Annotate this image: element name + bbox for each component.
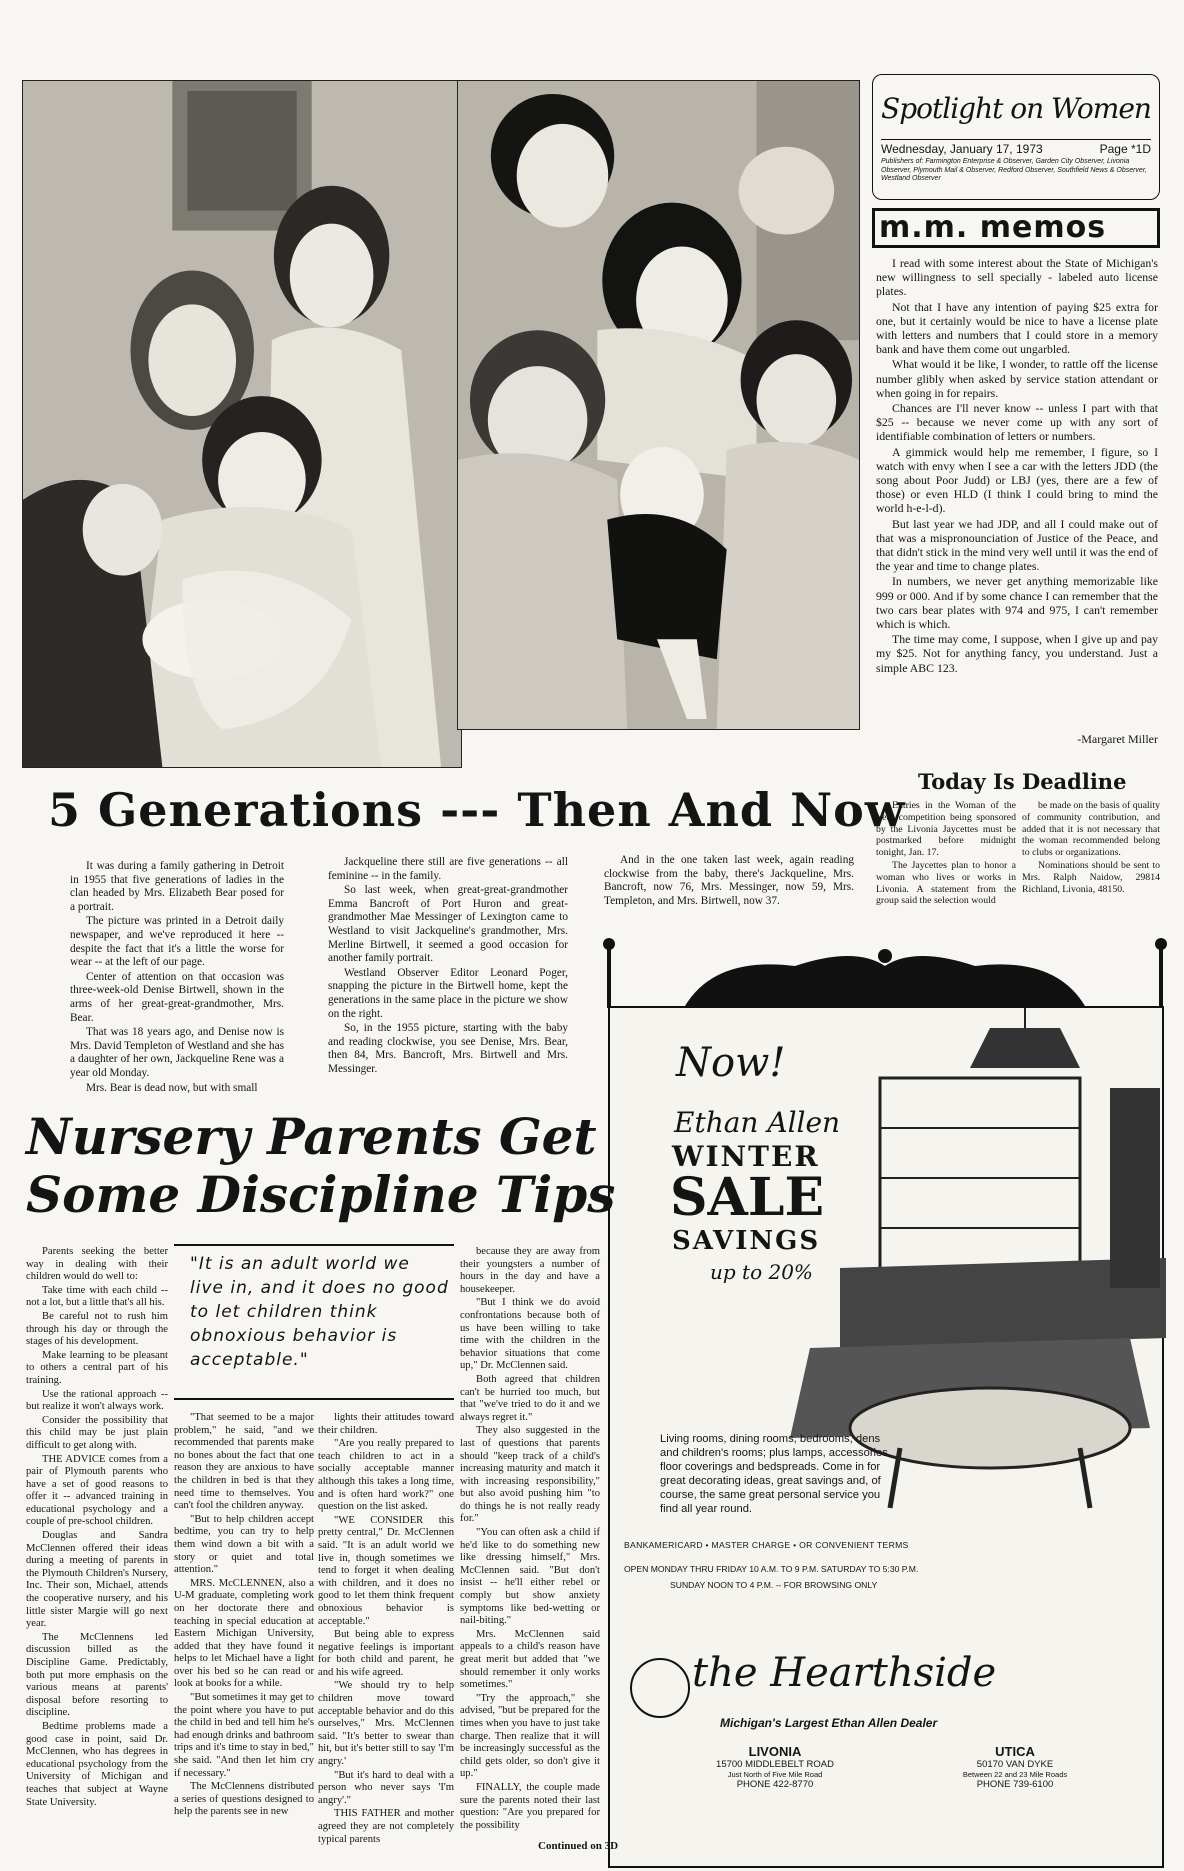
nursery-paragraph: Make learning to be pleasant to others a central part of his training.	[26, 1349, 168, 1386]
nursery-paragraph: Take time with each child -- not a lot, but a little that's all his.	[26, 1284, 168, 1309]
deadline-paragraph: Nominations should be sent to Mrs. Ralph Naidow, 29814 Richland, Livonia, 48150.	[1022, 859, 1160, 895]
memos-column	[876, 256, 1158, 736]
memos-paragraph: In numbers, we never get anything memorizable like 999 or 000. And if by some chance I can remember that the two cars bear plates with 974 and 975, I can't remember which is which.	[876, 574, 1158, 632]
photo-1955-generations	[22, 80, 462, 768]
nursery-paragraph: because they are away from their youngsters a number of hours in the day and have a housekeeper.	[460, 1246, 600, 1295]
ethan-allen-ad	[608, 1006, 1164, 1868]
nursery-paragraph: THIS FATHER and mother agreed they are not completely typical parents	[318, 1808, 454, 1845]
generations-paragraph: It was during a family gathering in Detroit in 1955 that five generations of ladies in the clan headed by Mrs. Elizabeth Bear posed for a portrait.	[70, 860, 284, 913]
memos-paragraph: A gimmick would help me remember, I figure, so I watch with envy when I see a car with the letters JDD (the song about Poor Judd) or LBJ (yes, there are a few of those) or even HLD (I think I could bring to mind the world h-e-l-d).	[876, 444, 1158, 516]
nursery-paragraph: Consider the possibility that this child may be just plain difficult to get along with.	[26, 1414, 168, 1451]
nursery-paragraph: The McClennens distributed a series of questions designed to help the parents see in new	[174, 1781, 314, 1818]
nursery-continued: Continued on 3D	[538, 1840, 619, 1852]
nursery-paragraph: "But sometimes it may get to the point where you have to put the child in bed and tell him he's had enough drinks and bathroom trips and it's time to stay in bed," she said. "And then let him cry if necessary."	[174, 1692, 314, 1779]
generations-paragraph: Westland Observer Editor Leonard Poger, snapping the picture in the Birtwell home, kept the generations in the same place in the picture we show on the right.	[328, 966, 568, 1020]
ad-upto: up to 20%	[710, 1260, 813, 1284]
ad-location-utica	[910, 1744, 1120, 1790]
memos-paragraph: The time may come, I suppose, when I give up and pay my $25. Not for anything fancy, you understand. Just a simple ABC 123.	[876, 632, 1158, 675]
generations-paragraph: The picture was printed in a Detroit daily newspaper, and we've reproduced it here -- despite the fact that it's a little the worse for wear -- at the left of our page.	[70, 915, 284, 969]
ad-sale: SALE	[670, 1167, 825, 1228]
photo-1973-generations	[457, 80, 860, 730]
nursery-paragraph: lights their attitudes toward their children.	[318, 1412, 454, 1436]
ad-now: Now!	[676, 1040, 786, 1086]
memos-byline: -Margaret Miller	[1077, 732, 1158, 746]
memos-title: m.m. memos	[879, 210, 1107, 245]
nursery-col-2	[174, 1412, 314, 1834]
generations-paragraph: Mrs. Bear is dead now, but with small	[86, 1081, 258, 1094]
deadline-paragraph: Entries in the Woman of the Year competition being sponsored by the Livonia Jaycettes must be postmarked before midnight tonight, Jan. 17.	[876, 800, 1016, 859]
nursery-paragraph: The McClennens led discussion billed as the Discipline Game. Predictably, both put more emphasis on the various means at parents' disposal before resorting to discipline.	[26, 1631, 168, 1719]
ad-loc1-name: LIVONIA	[748, 1744, 802, 1759]
deadline-title: Today Is Deadline	[918, 769, 1127, 794]
nursery-paragraph: "That seemed to be a major problem," he said, "and we recommended that parents make no bones about the fact that one reason they are anxious to have the children in bed is that they need time to themselves. You can't fool the children anyway.	[174, 1412, 314, 1512]
nursery-col-3	[318, 1412, 454, 1845]
nursery-paragraph: But being able to express negative feelings is important for both child and parent, he and his wife agreed.	[318, 1629, 454, 1678]
memos-paragraph: Not that I have any intention of paying $25 extra for one, but it certainly would be nice to have a license plate with letters and numbers that I could store in a memory bank and have them come out ungarbled.	[876, 299, 1158, 357]
memos-paragraph: What would it be like, I wonder, to rattle off the license number glibly when asked by service station attendant or when going in for repairs.	[876, 357, 1158, 400]
deadline-col-2	[1022, 800, 1160, 895]
generations-paragraph: So last week, when great-great-grandmother Emma Bancroft of Port Huron and great-grandmother Mae Messinger of Lexington came to Westland to visit Jackqueline's grandmother, Mrs. Merline Birtwell, it seemed a good occasion for another family portrait.	[328, 884, 568, 965]
nursery-paragraph: "But I think we do avoid confrontations because both of us have been willing to take time with the children in the behavior situations that come up," Dr. McClennen said.	[460, 1297, 600, 1372]
deadline-paragraph: The Jaycettes plan to honor a woman who lives or works in Livonia. A statement from the group said the selection would	[876, 859, 1016, 907]
nursery-paragraph: Bedtime problems made a good case in point, said Dr. McClennen, who has degrees in educational psychology from the University of Michigan and teaches that subject at Wayne State University.	[26, 1720, 168, 1808]
masthead-date: Wednesday, January 17, 1973	[881, 142, 1043, 156]
ad-location-livonia	[670, 1744, 880, 1790]
ad-loc2-phone: PHONE 739-6100	[976, 1779, 1054, 1790]
masthead-page: Page *1D	[1099, 142, 1151, 156]
nursery-paragraph: "Try the approach," she advised, "but be prepared for the times when you have to just take charge. Then realize that it will be increasingly successful as the child gets older, so don't give it up."	[460, 1692, 600, 1780]
nursery-paragraph: They also suggested in the last of questions that parents should "keep track of a child's increasing maturity and match it with increasing responsibility," but also avoid pushing him "to do things he is not really ready for."	[460, 1425, 600, 1525]
pullquote-rule	[174, 1244, 454, 1246]
ad-tagline: Michigan's Largest Ethan Allen Dealer	[720, 1716, 938, 1730]
nursery-paragraph: Use the rational approach -- but realize it won't always work.	[26, 1388, 168, 1413]
ad-loc2-addr: 50170 VAN DYKE	[976, 1759, 1054, 1770]
nursery-paragraph: Mrs. McClennen said appeals to a child's reason have great merit but added that "we should remember it only works sometimes."	[460, 1628, 600, 1691]
ad-payment: BANKAMERICARD • MASTER CHARGE • OR CONVENIENT TERMS	[624, 1540, 909, 1550]
ad-loc1-addr: 15700 MIDDLEBELT ROAD	[716, 1759, 834, 1770]
nursery-headline-line-2: Some Discipline Tips	[26, 1165, 616, 1224]
ad-loc1-dir: Just North of Five Mile Road	[727, 1770, 823, 1779]
nursery-paragraph: "Are you really prepared to teach children to act in a socially acceptable manner although this takes a long time, and is often hard work?" one question on the list asked.	[318, 1438, 454, 1513]
generations-col-1	[70, 860, 284, 1096]
generations-paragraph: And in the one taken last week, again reading clockwise from the baby, there's Jackqueline, Mrs. Bancroft, now 76, Mrs. Messinger, now 59, Mrs. Templeton, and Mrs. Birtwell, now 37.	[604, 854, 854, 907]
nursery-paragraph: MRS. McCLENNEN, also a U-M graduate, completing work on her doctorate there and teaching in special education at Eastern Michigan University, added that they have found it helps to let Michael have a light over his bed so he can read or look at books for a while.	[174, 1577, 314, 1690]
masthead-publishers: Publishers of: Farmington Enterprise & Observer, Garden City Observer, Livonia Observer, Plymouth Mail & Observer, Redford Observer, Southfield News & Observer, Westland Observer	[881, 158, 1147, 182]
nursery-col-1	[26, 1246, 168, 1834]
nursery-paragraph: "You can often ask a child if he'd like to do something new like dressing himself," Mrs. McClennen said. "But don't insist -- he'll either rebel or comply but show anxiety symptoms like bed-wetting or nail-biting."	[460, 1527, 600, 1627]
ad-loc2-dir: Between 22 and 23 Mile Roads	[962, 1770, 1068, 1779]
ad-loc2-name: UTICA	[995, 1744, 1035, 1759]
generations-paragraph: Jackqueline there still are five generations -- all feminine -- in the family.	[328, 856, 568, 882]
nursery-col-4	[460, 1246, 600, 1831]
ad-winter: WINTER	[672, 1140, 820, 1173]
ad-hours-2: SUNDAY NOON TO 4 P.M. -- FOR BROWSING ONLY	[670, 1580, 878, 1590]
ad-loc1-phone: PHONE 422-8770	[736, 1779, 814, 1790]
nursery-headline-line-1: Nursery Parents Get	[26, 1107, 597, 1166]
ad-blurb: Living rooms, dining rooms, bedrooms, dens and children's rooms; plus lamps, accessories, floor coverings and bedspreads. Come in for great decorating ideas, great savings and, of course, the same great personal service you find all year round.	[660, 1433, 891, 1515]
nursery-pullquote: "It is an adult world we live in, and it does no good to let children think obnoxious behavior is acceptable."	[190, 1254, 449, 1370]
memos-paragraph: But last year we had JDP, and all I could make out of that was a mispronounciation of Justice of the Peace, and that didn't stick in the mind very well until it was the end of the year and time to change plates.	[876, 516, 1158, 574]
memos-title-box	[872, 208, 1160, 248]
pullquote-rule	[174, 1398, 454, 1400]
generations-col-2	[328, 856, 568, 1096]
masthead	[872, 74, 1160, 200]
nursery-paragraph: Douglas and Sandra McClennen offered their ideas during a meeting of parents in the Plymouth Children's Nursery, Inc. Their son, Michael, attends the cooperative nursery, and his little sister Margie will go next year.	[26, 1530, 168, 1630]
generations-paragraph: So, in the 1955 picture, starting with the baby and reading clockwise, you see Denise, Mrs. Bear, then 84, Mrs. Bancroft, Mrs. Birtwell and Mrs. Messinger.	[328, 1022, 568, 1075]
ad-brand: Ethan Allen	[674, 1106, 841, 1139]
nursery-paragraph: FINALLY, the couple made sure the parents noted their last question: "Are you prepared for the possibility	[460, 1781, 600, 1831]
ad-store-name: the Hearthside	[692, 1650, 997, 1696]
ad-hours-1: OPEN MONDAY THRU FRIDAY 10 A.M. TO 9 P.M. SATURDAY TO 5:30 P.M.	[624, 1564, 919, 1574]
masthead-section: Spotlight on Women	[881, 92, 1151, 125]
ad-ornament	[595, 936, 1175, 1012]
generations-headline: 5 Generations --- Then And Now	[48, 783, 906, 837]
nursery-paragraph: "We should try to help children move toward acceptable behavior and do this ourselves," Mrs. McClennen said. "It's better to swear than hit, but it's better still to say 'I'm angry.'	[318, 1680, 454, 1768]
memos-paragraph: Chances are I'll never know -- unless I part with that $25 -- because we never come up with any sort of identifiable combination of letters or numbers.	[876, 401, 1158, 444]
ad-savings: SAVINGS	[672, 1226, 821, 1256]
nursery-paragraph: "But it's hard to deal with a person who never says 'I'm angry'."	[318, 1769, 454, 1806]
nursery-paragraph: Parents seeking the better way in dealing with their children would do well to:	[26, 1246, 168, 1283]
nursery-paragraph: Be careful not to rush him through his day or through the stages of his development.	[26, 1310, 168, 1348]
generations-col-3	[604, 854, 854, 944]
nursery-paragraph: "WE CONSIDER this pretty central," Dr. McClennen said. "It is an adult world we live in, though sometimes we tend to forget it when dealing with children, and it does no good to let them think frequent obnoxious behavior is acceptable."	[318, 1514, 454, 1627]
deadline-col-1	[876, 800, 1016, 907]
nursery-paragraph: "But to help children accept bedtime, you can try to help them wind down a bit with a story or quiet and total attention."	[174, 1513, 314, 1576]
memos-paragraph: I read with some interest about the State of Michigan's new willingness to sell specially - labeled auto license plates.	[876, 256, 1158, 299]
nursery-paragraph: Both agreed that children can't be hurried too much, but that "we've tried to do it and we always regret it."	[460, 1373, 600, 1423]
nursery-paragraph: THE ADVICE comes from a pair of Plymouth parents who have a set of good reasons to offer it -- advanced training in educational psychology and a couple of pre-school children.	[26, 1453, 168, 1528]
generations-paragraph: Center of attention on that occasion was three-week-old Denise Birtwell, shown in the arms of her great-great-grandmother, Mrs. Bear.	[70, 970, 284, 1024]
deadline-paragraph: be made on the basis of quality of community contribution, and added that it is not necessary that the woman recommended belong to clubs or organizations.	[1022, 800, 1160, 859]
generations-paragraph: That was 18 years ago, and Denise now is Mrs. David Templeton of Westland and she has a daughter of her own, Jackqueline Rene was a year old Monday.	[70, 1026, 284, 1079]
ad-store-emblem	[630, 1658, 690, 1718]
